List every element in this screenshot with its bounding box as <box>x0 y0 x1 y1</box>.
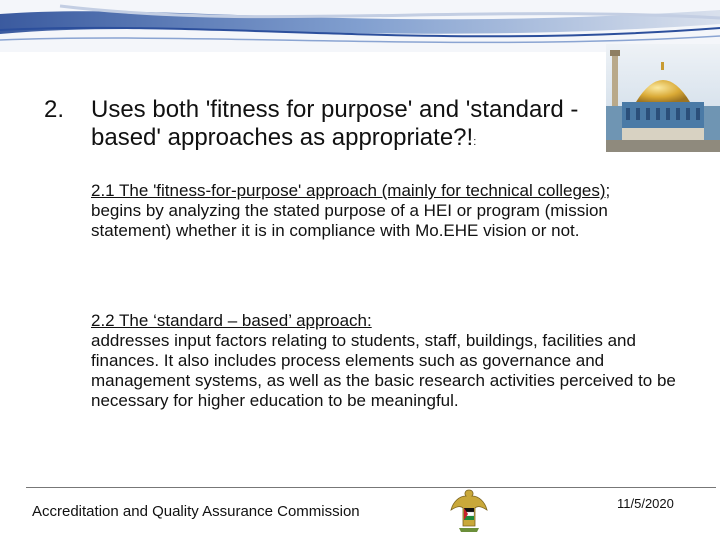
heading-text-block <box>91 96 651 156</box>
section-2-title: 2.2 The ‘standard – based’ approach: <box>91 311 372 330</box>
section-1-title-tail: ; <box>605 181 611 200</box>
section-1-body: begins by analyzing the stated purpose of a HEI or program (mission statement) whether it is in compliance with Mo.EHE vision or not. <box>91 201 608 240</box>
heading-text: Uses both 'fitness for purpose' and 'standard - based' approaches as appropriate?! <box>91 96 579 151</box>
heading-number: 2. <box>44 96 65 123</box>
footer-divider <box>26 487 716 488</box>
section-standard-based <box>91 311 691 411</box>
section-fitness-for-purpose <box>91 181 691 241</box>
heading-suffix: : <box>473 136 477 148</box>
footer-organization: Accreditation and Quality Assurance Commission <box>32 503 360 520</box>
footer-date: 11/5/2020 <box>617 496 674 511</box>
section-2-body: addresses input factors relating to students, staff, buildings, facilities and finances. It also includes process elements such as governance and management systems, as well as the basic research activities perceived to be necessary for higher education to be meaningful. <box>91 331 676 410</box>
eagle-emblem-icon <box>449 486 489 534</box>
section-1-title: 2.1 The 'fitness-for-purpose' approach (mainly for technical colleges) <box>91 181 606 200</box>
